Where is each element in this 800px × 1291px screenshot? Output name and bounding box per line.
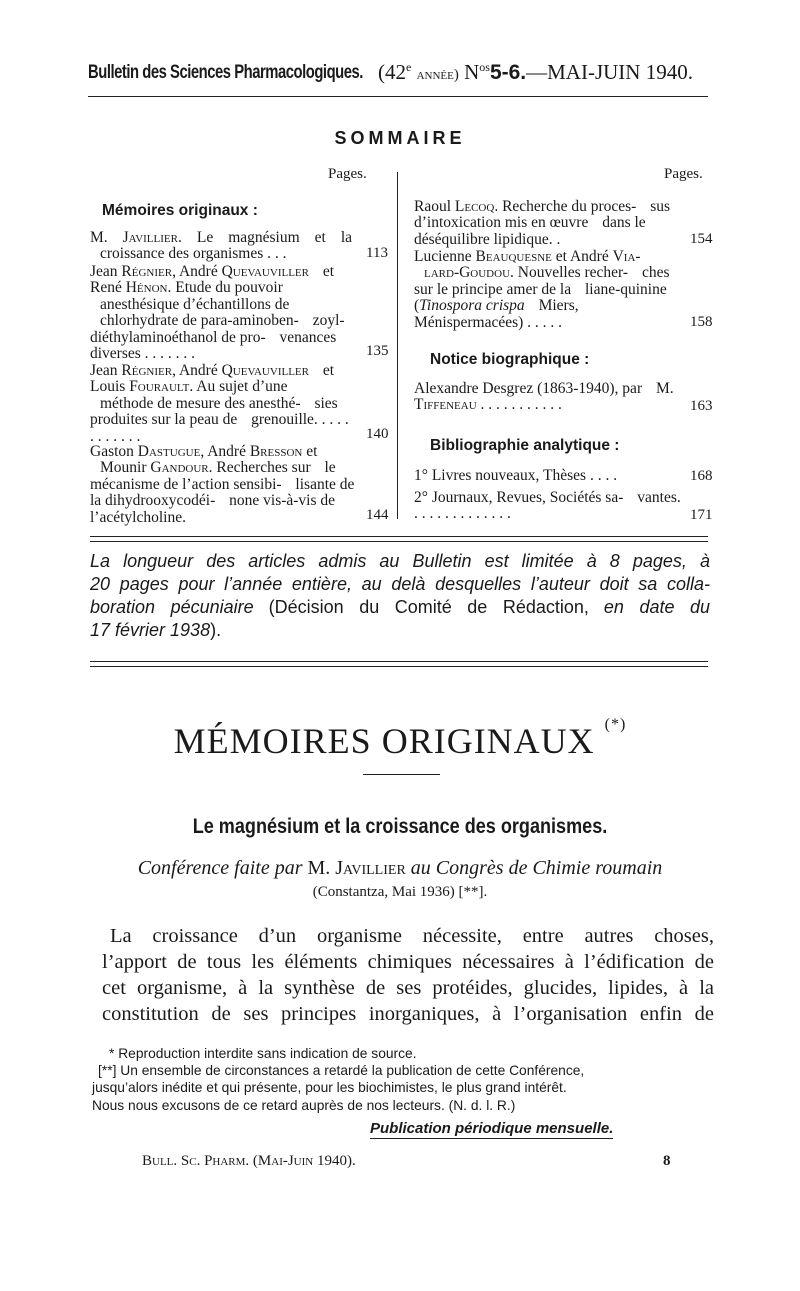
toc-page: 168 (690, 468, 713, 484)
toc-line: méthode de mesure des anesthé- (100, 394, 301, 412)
article-title: Le magnésium et la croissance des organismes. (192, 815, 608, 838)
notice-decision: (Décision du Comité de Rédaction, (268, 597, 589, 617)
toc-line: Jean Régnier, André Quevauviller (90, 263, 309, 280)
toc-line: 2° Journaux, Revues, Sociétés sa- (414, 489, 624, 506)
toc-line: Miers, Ménispermacées) . . . . . (414, 297, 579, 331)
toc-right-2 (414, 249, 684, 331)
toc-line: Raoul Lecoq. Recherche du proces- (414, 198, 637, 215)
footnote-line: [**] Un ensemble de circonstances a retardé la publication de cette Conférence, (98, 1063, 585, 1079)
body-line: l’apport de tous les éléments chimiques nécessaires à l’édification de (102, 951, 714, 973)
toc-line: lard-Goudou. Nouvelles recher- (424, 264, 629, 282)
toc-line: Gaston Dastugue, André Bresson et (90, 443, 318, 460)
toc-line: venances diverses . . . . . . . (90, 328, 337, 363)
heading-biblio: Bibliographie analytique : (430, 437, 620, 454)
toc-line: liane-quinine (Tinospora crispa (414, 280, 667, 315)
toc-page: 140 (366, 426, 389, 442)
pages-label-left: Pages. (328, 166, 367, 182)
column-divider (397, 172, 398, 519)
toc-right-1 (414, 199, 684, 248)
body-line: constitution de ses principes inorganiques, à l’organisation enfin de (102, 1003, 714, 1025)
toc-line: dans le déséquilibre lipidique. . (414, 214, 646, 248)
toc-line: none vis-à-vis de l’acétylcholine. (90, 492, 336, 526)
double-rule (90, 536, 708, 542)
toc-page: 135 (366, 343, 389, 359)
issue-info (378, 60, 693, 85)
issue-annee: année) (416, 67, 459, 83)
toc-line: et Louis Fourault. Au sujet d’une (90, 362, 335, 396)
toc-line: chlorhydrate de para-aminoben- (100, 312, 299, 330)
double-rule (90, 661, 708, 667)
toc-line: sus d’intoxication mis en œuvre (414, 198, 671, 232)
toc-line: lisante de la dihydrooxycodéi- (90, 475, 355, 510)
toc-right-5 (414, 490, 684, 523)
toc-line: Alexandre Desgrez (1863-1940), par (414, 380, 643, 397)
article-body (102, 923, 714, 1027)
notice-line: La longueur des articles admis au Bulletin est limitée à 8 pages, à (90, 551, 710, 571)
issue-numbers: 5-6. (489, 61, 527, 84)
section-title (0, 716, 800, 762)
toc-line: Jean Régnier, André Quevauviller (90, 362, 309, 379)
toc-page: 163 (690, 398, 713, 414)
editorial-notice (90, 550, 710, 642)
heading-memoires: Mémoires originaux : (102, 202, 258, 219)
issue-sup: e (406, 60, 412, 74)
toc-line: Mounir Gandour. Recherches sur (100, 459, 311, 477)
toc-line: ches sur le principe amer de la (414, 264, 670, 298)
periodical-label: Publication périodique mensuelle. (370, 1120, 614, 1137)
toc-line: grenouille. . . . . . . . . . . . (90, 411, 349, 445)
toc-page: 154 (690, 231, 713, 247)
notice-line: 20 pages pour l’année entière, au delà desquelles l’auteur doit sa colla- (90, 574, 710, 594)
toc-line: le mécanisme de l’action sensibi- (90, 459, 336, 493)
toc-line: sies produites sur la peau de (90, 394, 338, 429)
toc-line: zoyl-diéthylaminoéthanol de pro- (90, 312, 345, 346)
toc-line: et René Hénon. Etude du pouvoir (90, 263, 335, 297)
toc-line: anesthésique d’échantillons de (100, 295, 290, 313)
footnote-line: * Reproduction interdite sans indication de source. (109, 1046, 417, 1061)
toc-line: M. Tiffeneau . . . . . . . . . . . (414, 380, 674, 414)
notice-end: ). (210, 620, 222, 640)
sommaire-title: SOMMAIRE (334, 128, 466, 148)
issue-date: —MAI-JUIN 1940. (526, 60, 693, 84)
notice-italic: en date du (603, 597, 711, 617)
toc-entry (90, 230, 352, 263)
notice-date: 17 février 1938 (90, 620, 211, 640)
notice-line (90, 619, 710, 642)
title-rule (363, 774, 440, 775)
footnotes (92, 1045, 712, 1114)
toc-left-2 (90, 264, 352, 362)
toc-right-3 (414, 381, 684, 414)
header-rule (88, 96, 708, 97)
conf-a: Conférence faite par (137, 857, 303, 879)
toc-left-3 (90, 363, 352, 445)
conference-place: (Constantza, Mai 1936) [**]. (312, 884, 488, 900)
toc-page: 144 (366, 507, 389, 523)
issue-open: (42 (378, 60, 406, 84)
issue-nos-sup: os (479, 60, 490, 74)
toc-right-4 (414, 468, 684, 484)
journal-name: Bulletin des Sciences Pharmacologiques. (88, 62, 363, 83)
toc-line: croissance des organismes . . . (100, 245, 287, 263)
footer-citation: Bull. Sc. Pharm. (Mai-Juin 1940). (142, 1153, 356, 1169)
toc-line: Lucienne Beauquesne et André Via- (414, 248, 641, 265)
section-title-note: (*) (604, 716, 627, 733)
toc-page: 171 (690, 507, 713, 523)
toc-left-4 (90, 444, 360, 526)
toc-page: 158 (690, 314, 713, 330)
notice-italic: boration pécuniaire (90, 597, 254, 617)
toc-line: 1° Livres nouveaux, Thèses . . . . (414, 467, 618, 484)
heading-notice: Notice biographique : (430, 351, 590, 368)
footnote-line: jusqu’alors inédite et qui présente, pour les biochimistes, le plus grand intérêt. (92, 1080, 567, 1096)
issue-nos: N (464, 60, 480, 84)
footer-signature: 8 (663, 1153, 671, 1169)
body-line: cet organisme, à la synthèse de ses protéides, glucides, lipides, à la (102, 977, 714, 999)
section-title-text: MÉMOIRES ORIGINAUX (173, 721, 595, 761)
footnote-line: Nous nous excusons de ce retard auprès de nos lecteurs. (N. d. l. R.) (92, 1097, 516, 1113)
notice-line (90, 596, 710, 619)
conf-c: au Congrès de Chimie roumain (410, 857, 663, 879)
toc-page: 113 (366, 245, 388, 261)
toc-line: vantes. . . . . . . . . . . . . . (414, 489, 681, 523)
pages-label-right: Pages. (664, 166, 703, 182)
body-line: La croissance d’un organisme nécessite, entre autres choses, (110, 925, 714, 947)
toc-left (90, 230, 352, 263)
conference-line (0, 857, 800, 880)
toc-line: M. Javillier. Le magnésium et la (90, 229, 353, 246)
conf-author: M. Javillier (307, 857, 406, 879)
